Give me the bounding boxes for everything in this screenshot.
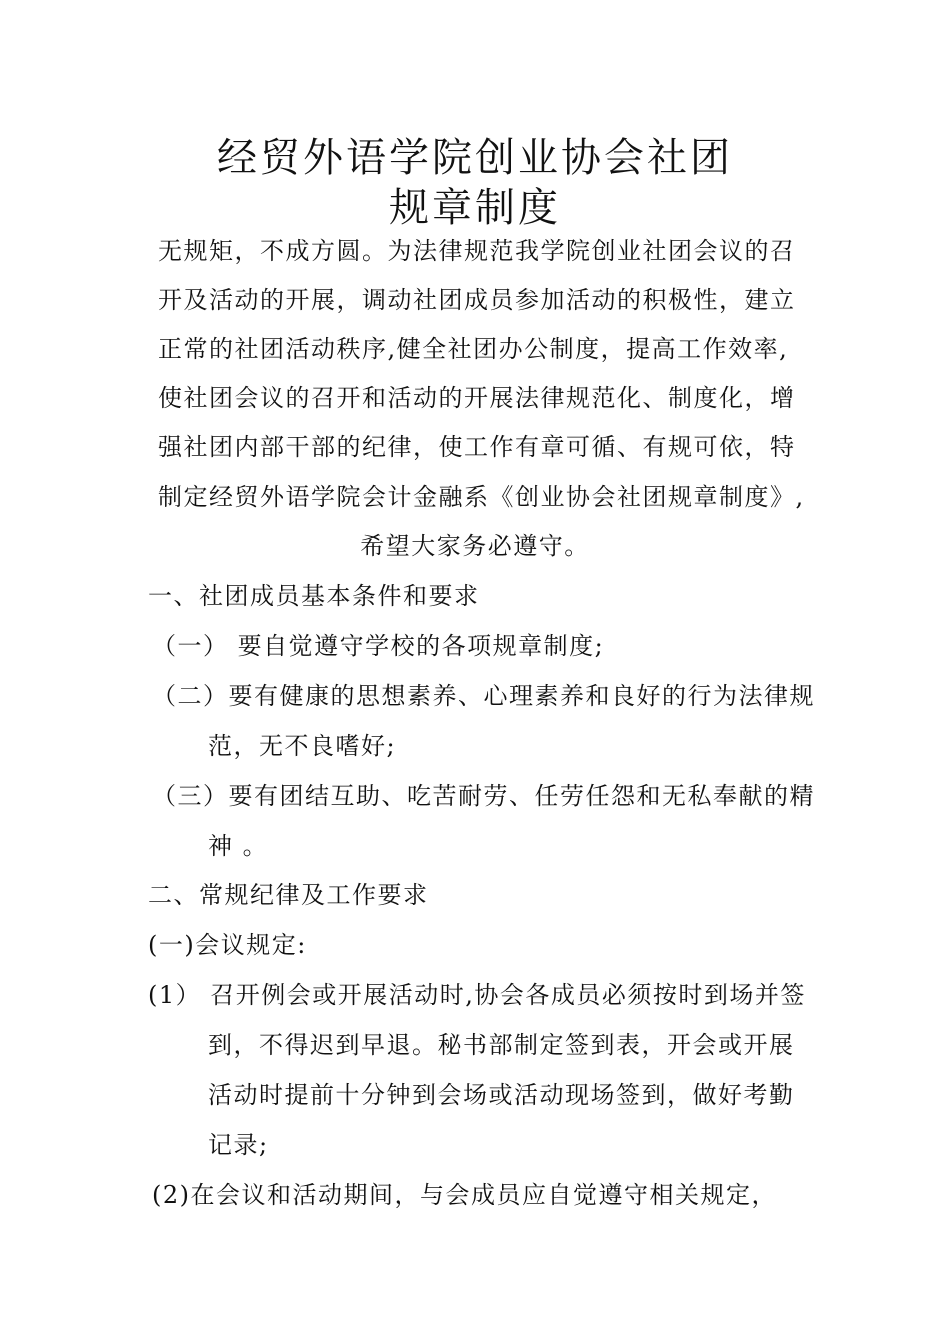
section2-rule2: (2)在会议和活动期间，与会成员应自觉遵守相关规定， [152,1181,777,1209]
section2-rule1-continuation: 记录; [208,1131,269,1159]
intro-line: 制定经贸外语学院会计金融系《创业协会社团规章制度》, [158,483,805,511]
section1-heading: 一、社团成员基本条件和要求 [148,582,480,610]
section2-heading: 二、常规纪律及工作要求 [148,881,429,909]
intro-closing-line: 希望大家务必遵守。 [360,532,590,560]
intro-line: 开及活动的开展，调动社团成员参加活动的积极性，建立 [158,286,796,314]
section2-rule1-continuation: 活动时提前十分钟到会场或活动现场签到，做好考勤 [208,1081,795,1109]
section1-item2-continuation: 范，无不良嗜好; [208,732,397,760]
intro-line: 强社团内部干部的纪律，使工作有章可循、有规可依，特 [158,433,796,461]
intro-line: 使社团会议的召开和活动的开展法律规范化、制度化，增 [158,384,796,412]
intro-line: 正常的社团活动秩序,健全社团办公制度，提高工作效率, [158,335,789,363]
document-title-line1: 经贸外语学院创业协会社团 [217,135,733,181]
section1-item1: （一） 要自觉遵守学校的各项规章制度; [152,632,605,660]
intro-line: 无规矩，不成方圆。为法律规范我学院创业社团会议的召 [158,237,796,265]
document-title-line2: 规章制度 [389,185,561,231]
section2-rule1: (1） 召开例会或开展活动时,协会各成员必须按时到场并签 [148,981,806,1009]
section2-subheading: (一)会议规定: [148,931,307,959]
section2-rule1-continuation: 到，不得迟到早退。秘书部制定签到表，开会或开展 [208,1031,795,1059]
section1-item3-continuation: 神 。 [208,832,269,860]
section1-item2: （二）要有健康的思想素养、心理素养和良好的行为法律规 [152,682,815,710]
section1-item3: （三）要有团结互助、吃苦耐劳、任劳任怨和无私奉献的精 [152,782,815,810]
